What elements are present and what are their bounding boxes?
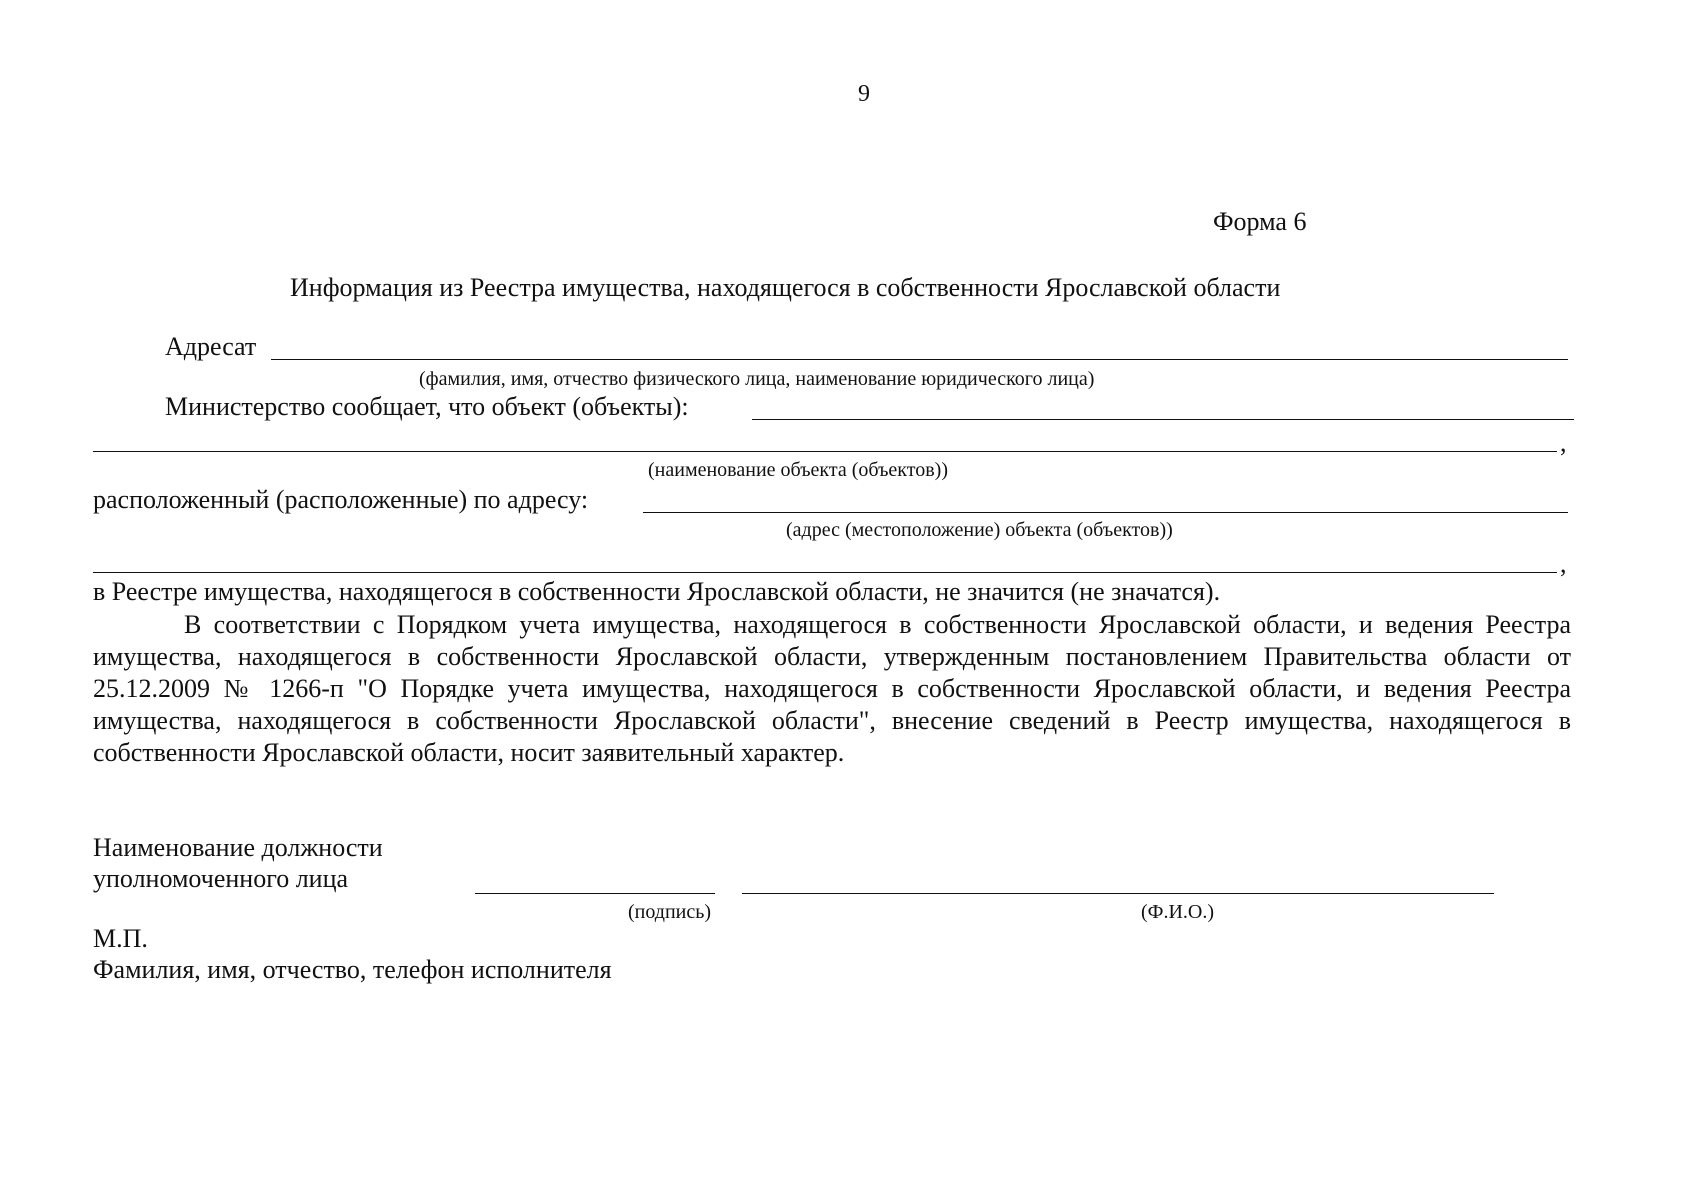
- document-title: Информация из Реестра имущества, находящегося в собственности Ярославской области: [290, 273, 1281, 302]
- executor-contacts: Фамилия, имя, отчество, телефон исполнителя: [93, 955, 612, 984]
- legal-paragraph-text: В соответствии с Порядком учета имущества, находящегося в собственности Ярославской области, и ведения Реестра имущества, находящегося в собственности Ярославской области, утвержденным постановлением Правительства области от 25.12.2009 № 1266-п "О Порядке учета имущества, находящегося в собственности Ярославской области, и ведения Реестра имущества, находящегося в собственности Ярославской области", внесение сведений в Реестр имущества, находящегося в собственности Ярославской области, носит заявительный характер.: [93, 610, 1571, 767]
- stamp-place: М.П.: [93, 924, 148, 953]
- address-field-continued[interactable]: [93, 572, 1557, 573]
- address-trailing-comma: ,: [1560, 549, 1567, 578]
- address-caption: (адрес (местоположение) объекта (объектов)): [786, 519, 1173, 541]
- addressee-caption: (фамилия, имя, отчество физического лица, наименование юридического лица): [419, 368, 1095, 390]
- legal-paragraph: [93, 609, 1571, 769]
- object-caption: (наименование объекта (объектов)): [648, 459, 948, 481]
- not-listed-statement: в Реестре имущества, находящегося в собственности Ярославской области, не значится (не значатся).: [93, 577, 1221, 606]
- ministry-label: Министерство сообщает, что объект (объекты):: [165, 392, 689, 421]
- object-trailing-comma: ,: [1560, 428, 1567, 457]
- signature-caption: (подпись): [628, 901, 712, 923]
- address-label: расположенный (расположенные) по адресу:: [93, 485, 589, 514]
- signature-field[interactable]: [475, 893, 715, 894]
- object-field[interactable]: [752, 419, 1574, 420]
- addressee-field[interactable]: [271, 359, 1568, 360]
- address-field[interactable]: [643, 512, 1568, 513]
- page-number: 9: [858, 81, 870, 107]
- position-title-line2: уполномоченного лица: [93, 864, 349, 893]
- full-name-field[interactable]: [742, 893, 1494, 894]
- form-label: Форма 6: [1213, 207, 1307, 236]
- full-name-caption: (Ф.И.О.): [1141, 901, 1215, 923]
- addressee-label: Адресат: [165, 332, 257, 361]
- object-field-continued[interactable]: [93, 451, 1557, 452]
- position-title-line1: Наименование должности: [93, 833, 383, 862]
